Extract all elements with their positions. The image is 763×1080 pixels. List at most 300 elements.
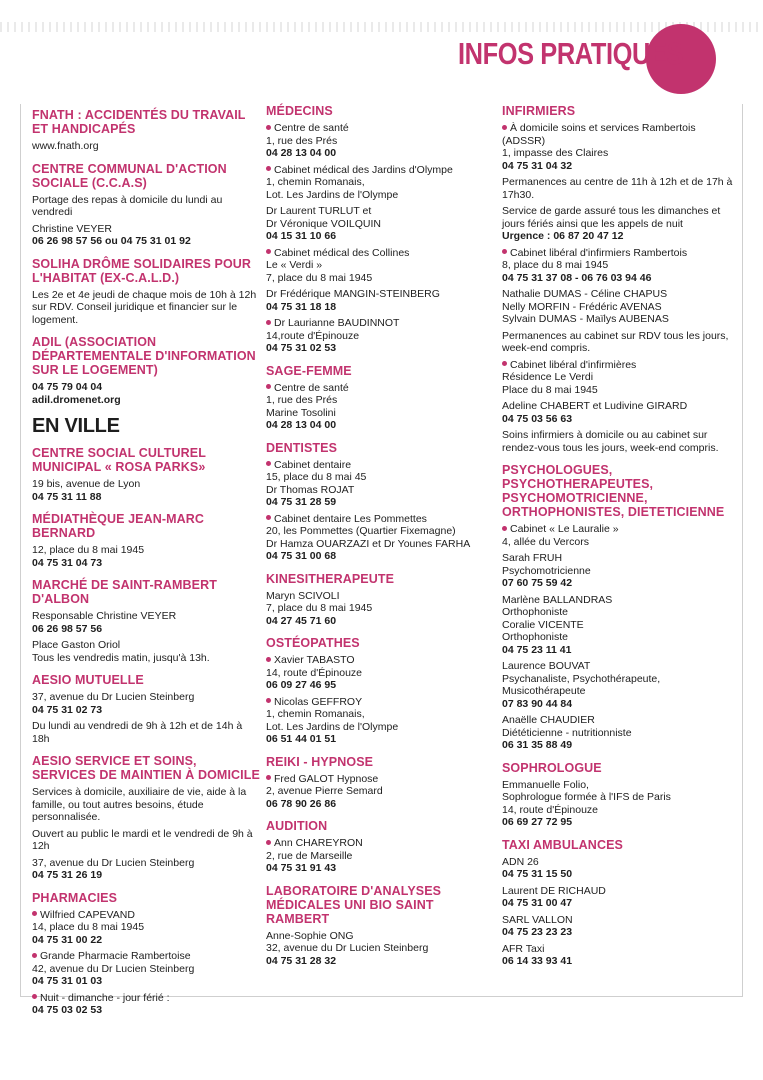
- section-heading: FNATH : ACCIDENTÉS DU TRAVAIL ET HANDICAPÉS: [32, 108, 246, 136]
- entry-line: [502, 791, 736, 804]
- entry-text: Les 2e et 4e jeudi de chaque mois de 10h à 12h sur RDV. Conseil juridique et financier sur le logement.: [32, 288, 257, 326]
- phone-number: 06 69 27 72 95: [502, 816, 573, 828]
- entry-block: [266, 164, 494, 202]
- entry-block: [32, 610, 260, 635]
- section-heading: AESIO MUTUELLE: [32, 673, 144, 687]
- entry-text: Cabinet médical des Collines: [274, 246, 410, 259]
- entry-text: Nicolas GEFFROY: [274, 695, 363, 708]
- entry-line: [502, 856, 736, 869]
- entry-text: Ouvert au public le mardi et le vendredi de 9h à 12h: [32, 827, 253, 852]
- entry-block: [502, 914, 736, 939]
- section: [266, 104, 494, 355]
- entry-line: [502, 885, 736, 898]
- bullet-dot-icon: [266, 461, 271, 466]
- entry-text: Orthophoniste: [502, 631, 568, 643]
- entry-block: [266, 590, 494, 628]
- phone-number: 04 75 31 00 47: [502, 897, 573, 909]
- entry-text: Responsable Christine VEYER: [32, 610, 177, 622]
- phone-number: 04 75 31 00 22: [32, 933, 103, 946]
- entry-line: [32, 720, 260, 745]
- entry-block: [32, 720, 260, 745]
- entry-text: ADN 26: [502, 855, 539, 868]
- entry-block: [502, 523, 736, 548]
- entry-block: [32, 194, 260, 219]
- entry-text: Marine Tosolini: [266, 406, 336, 419]
- entry-text: Résidence Le Verdi: [502, 371, 594, 383]
- entry-line: [502, 384, 736, 397]
- entry-line: [266, 930, 494, 943]
- entry-text: Wilfried CAPEVAND: [40, 908, 135, 921]
- section-heading: PSYCHOLOGUES, PSYCHOTHERAPEUTES, PSYCHOMOTRICIENNE, ORTHOPHONISTES, DIETETICIENNE: [502, 463, 725, 519]
- entry-line: [266, 850, 494, 863]
- entry-block: [502, 400, 736, 425]
- entry-block: [502, 205, 736, 243]
- entry-line: [32, 194, 260, 219]
- bullet-dot-icon: [266, 698, 271, 703]
- entry-block: [502, 714, 736, 752]
- entry-block: [32, 909, 260, 947]
- section: [32, 335, 260, 406]
- phone-number: 06 31 35 88 49: [502, 739, 573, 751]
- phone-number: 06 51 44 01 51: [266, 733, 337, 745]
- section-heading: REIKI - HYPNOSE: [266, 754, 374, 769]
- entry-line: [32, 992, 260, 1005]
- entry-line: [502, 536, 736, 549]
- entry-line: [266, 317, 494, 330]
- entry-text: 42, avenue du Dr Lucien Steinberg: [32, 962, 195, 975]
- entry-text: Permanences au centre de 11h à 12h et de 17h à 17h30.: [502, 176, 733, 201]
- entry-line: [502, 594, 736, 607]
- entry-block: [502, 176, 736, 201]
- section-heading: CENTRE SOCIAL CULTUREL MUNICIPAL « ROSA PARKS»: [32, 446, 206, 474]
- entry-line: [32, 289, 260, 327]
- entry-text: 1, rue des Prés: [266, 394, 338, 406]
- entry-block: [32, 478, 260, 503]
- entry-text: Sophrologue formée à l'IFS de Paris: [502, 791, 671, 803]
- entry-line: [502, 523, 736, 536]
- entry-line: [32, 652, 260, 665]
- website-link: adil.dromenet.org: [32, 393, 121, 406]
- section-heading: INFIRMIERS: [502, 104, 576, 118]
- section-heading: OSTÉOPATHES: [266, 636, 360, 650]
- bullet-dot-icon: [502, 249, 507, 254]
- phone-number: 04 75 31 04 73: [32, 556, 103, 569]
- entry-line: [502, 552, 736, 565]
- bullet-dot-icon: [266, 166, 271, 171]
- section-heading: AESIO SERVICE ET SOINS, SERVICES DE MAINTIEN À DOMICILE: [32, 754, 260, 782]
- entry-line: [266, 288, 494, 301]
- bullet-dot-icon: [32, 994, 37, 999]
- bullet-dot-icon: [502, 361, 507, 366]
- entry-line: [266, 122, 494, 135]
- en-ville-heading: EN VILLE: [32, 415, 120, 437]
- bullet-dot-icon: [502, 526, 507, 531]
- entry-block: [266, 654, 494, 692]
- entry-text: Lot. Les Jardins de l'Olympe: [266, 188, 399, 201]
- entry-line: [502, 804, 736, 817]
- entry-line: [502, 914, 736, 927]
- entry-line: [266, 785, 494, 798]
- entry-text: Dr Laurent TURLUT et: [266, 205, 372, 217]
- entry-text: 14, route d'Épinouze: [266, 666, 362, 679]
- bullet-dot-icon: [266, 384, 271, 389]
- entry-block: [32, 544, 260, 569]
- entry-text: Lot. Les Jardins de l'Olympe: [266, 720, 399, 733]
- entry-text: Dr Laurianne BAUDINNOT: [274, 317, 400, 329]
- section: [502, 104, 736, 454]
- entry-line: [266, 942, 494, 955]
- entry-line: [502, 565, 736, 578]
- section-heading: PHARMACIES: [32, 890, 118, 905]
- section: [266, 441, 494, 563]
- entry-block: [266, 459, 494, 509]
- phone-number: 04 75 03 56 63: [502, 412, 573, 425]
- bullet-dot-icon: [266, 515, 271, 520]
- section: [266, 819, 494, 875]
- section: [502, 761, 736, 829]
- phone-number: 04 75 79 04 04: [32, 381, 103, 393]
- entry-block: [502, 288, 736, 326]
- entry-line: [502, 429, 736, 454]
- entry-text: Psychomotricienne: [502, 564, 591, 577]
- entry-block: [266, 837, 494, 875]
- entry-line: [502, 727, 736, 740]
- entry-line: [502, 259, 736, 272]
- entry-line: [266, 394, 494, 407]
- phone-number: 04 27 45 71 60: [266, 614, 337, 627]
- entry-line: [502, 330, 736, 355]
- section: [32, 162, 260, 248]
- entry-line: [502, 779, 736, 792]
- entry-line: [266, 407, 494, 420]
- entry-block: [266, 247, 494, 285]
- column-1: [32, 108, 260, 1026]
- entry-line: [266, 471, 494, 484]
- entry-block: [266, 317, 494, 355]
- section: [502, 838, 736, 968]
- entry-text: Sylvain DUMAS - Maïlys AUBENAS: [502, 313, 669, 325]
- entry-line: [266, 330, 494, 343]
- phone-number: 04 75 31 18 18: [266, 300, 337, 313]
- entry-text: 4, allée du Vercors: [502, 535, 589, 548]
- entry-block: [32, 691, 260, 716]
- entry-text: Tous les vendredis matin, jusqu'à 13h.: [32, 651, 210, 664]
- phone-number: 06 26 98 57 56 ou 04 75 31 01 92: [32, 235, 191, 247]
- entry-text: Laurent DE RICHAUD: [502, 884, 606, 897]
- entry-text: Place Gaston Oriol: [32, 639, 121, 651]
- entry-text: Dr Hamza OUARZAZI et Dr Younes FARHA: [266, 537, 471, 550]
- section-heading: SAGE-FEMME: [266, 363, 352, 378]
- entry-text: Dr Thomas ROJAT: [266, 483, 355, 496]
- section: [32, 108, 260, 153]
- entry-block: [502, 779, 736, 829]
- phone-number: 04 75 23 23 23: [502, 926, 573, 938]
- entry-line: [266, 164, 494, 177]
- entry-text: Cabinet libéral d'infirmiers Rambertois: [510, 246, 688, 259]
- phone-number: 04 75 31 91 43: [266, 862, 337, 874]
- bullet-dot-icon: [266, 320, 271, 325]
- phone-number: 04 28 13 04 00: [266, 147, 337, 159]
- entry-text: Nathalie DUMAS - Céline CHAPUS: [502, 288, 668, 300]
- entry-block: [32, 786, 260, 824]
- entry-line: [32, 223, 260, 236]
- entry-text: 19 bis, avenue de Lyon: [32, 478, 141, 490]
- entry-line: [266, 602, 494, 615]
- entry-line: [502, 205, 736, 230]
- entry-text: Centre de santé: [274, 381, 349, 394]
- entry-line: [32, 828, 260, 853]
- entry-text: Cabinet « Le Lauralie »: [510, 523, 619, 535]
- entry-text: Dr Frédérique MANGIN-STEINBERG: [266, 288, 440, 300]
- entry-line: [502, 619, 736, 632]
- section-heading: TAXI AMBULANCES: [502, 837, 623, 852]
- section-heading: MARCHÉ DE SAINT-RAMBERT D'ALBON: [32, 578, 217, 606]
- phone-number: 04 75 31 01 03: [32, 975, 103, 987]
- entry-block: [32, 140, 260, 153]
- entry-block: [32, 381, 260, 406]
- section: [32, 754, 260, 882]
- entry-line: [32, 544, 260, 557]
- entry-text: 14, place du 8 mai 1945: [32, 921, 145, 933]
- entry-text: Sarah FRUH: [502, 552, 563, 564]
- entry-text: www.fnath.org: [32, 140, 99, 152]
- phone-number: 07 60 75 59 42: [502, 577, 573, 589]
- entry-line: [266, 272, 494, 285]
- bullet-dot-icon: [266, 840, 271, 845]
- entry-line: [32, 478, 260, 491]
- entry-text: Cabinet dentaire Les Pommettes: [274, 512, 427, 525]
- entry-block: [266, 122, 494, 160]
- entry-line: [502, 400, 736, 413]
- entry-text: Soins infirmiers à domicile ou au cabinet sur rendez-vous tous les jours, week-end compris.: [502, 429, 719, 454]
- entry-line: [32, 909, 260, 922]
- entry-text: 2, rue de Marseille: [266, 849, 353, 862]
- section-heading: DENTISTES: [266, 440, 338, 455]
- entry-block: [502, 943, 736, 968]
- entry-block: [32, 992, 260, 1017]
- entry-text: Services à domicile, auxiliaire de vie, aide à la famille, ou tout autres besoins, étude personnalisée.: [32, 786, 247, 823]
- entry-line: [266, 218, 494, 231]
- entry-text: Permanences au cabinet sur RDV tous les jours, week-end compris.: [502, 329, 729, 354]
- entry-text: Musicothérapeute: [502, 685, 586, 697]
- entry-line: [32, 950, 260, 963]
- entry-line: [502, 147, 736, 160]
- entry-line: [502, 371, 736, 384]
- entry-text: 12, place du 8 mai 1945: [32, 544, 145, 556]
- section: [32, 257, 260, 327]
- entry-text: Laurence BOUVAT: [502, 660, 591, 672]
- entry-line: [502, 714, 736, 727]
- entry-line: [502, 176, 736, 201]
- entry-line: [502, 301, 736, 314]
- entry-text: Ann CHAREYRON: [274, 837, 363, 849]
- phone-number: 04 75 31 28 32: [266, 954, 337, 967]
- phone-number: 04 75 31 02 53: [266, 342, 337, 354]
- entry-text: Cabinet libéral d'infirmières: [510, 358, 637, 371]
- entry-line: [502, 606, 736, 619]
- entry-text: SARL VALLON: [502, 913, 573, 926]
- entry-line: [266, 667, 494, 680]
- section: [32, 512, 260, 569]
- entry-line: [266, 247, 494, 260]
- phone-number: 04 75 31 26 19: [32, 869, 103, 881]
- entry-block: [32, 950, 260, 988]
- entry-text: Cabinet médical des Jardins d'Olympe: [274, 163, 453, 176]
- bullet-dot-icon: [32, 953, 37, 958]
- section: [32, 673, 260, 745]
- entry-block: [32, 857, 260, 882]
- phone-number: Urgence : 06 87 20 47 12: [502, 230, 624, 242]
- section-heading: MÉDECINS: [266, 104, 333, 118]
- phone-number: 04 75 31 15 50: [502, 868, 573, 880]
- entry-text: Coralie VICENTE: [502, 618, 584, 631]
- section-heading: SOLIHA DRÔME SOLIDAIRES POUR L'HABITAT (EX-C.A.L.D.): [32, 256, 252, 285]
- entry-block: [32, 289, 260, 327]
- section-heading: LABORATOIRE D'ANALYSES MÉDICALES UNI BIO SAINT RAMBERT: [266, 883, 442, 926]
- entry-text: 14,route d'Épinouze: [266, 329, 360, 342]
- entry-block: [502, 429, 736, 454]
- entry-block: [266, 696, 494, 746]
- section: [266, 364, 494, 432]
- entry-text: 1, rue des Prés: [266, 134, 338, 147]
- phone-number: 04 75 23 11 41: [502, 643, 572, 656]
- phone-number: 04 75 31 28 59: [266, 496, 337, 508]
- entry-line: [266, 176, 494, 189]
- scan-noise: [0, 22, 763, 32]
- entry-line: [502, 288, 736, 301]
- entry-text: 1, chemin Romanais,: [266, 708, 365, 720]
- entry-line: [32, 610, 260, 623]
- entry-text: Xavier TABASTO: [274, 654, 355, 666]
- entry-text: Orthophoniste: [502, 606, 568, 618]
- entry-block: [502, 885, 736, 910]
- section: [32, 891, 260, 1017]
- entry-text: Anne-Sophie ONG: [266, 929, 354, 942]
- entry-text: 15, place du 8 mai 45: [266, 471, 367, 483]
- section: [32, 446, 260, 503]
- entry-line: [266, 773, 494, 786]
- entry-line: [502, 631, 736, 644]
- phone-number: 06 14 33 93 41: [502, 955, 573, 967]
- entry-text: Psychanaliste, Psychothérapeute,: [502, 672, 661, 685]
- column-3: [502, 104, 736, 977]
- entry-block: [502, 330, 736, 355]
- entry-text: Fred GALOT Hypnose: [274, 772, 379, 785]
- entry-text: À domicile soins et services Rambertois (ADSSR): [502, 122, 696, 147]
- entry-text: Anaëlle CHAUDIER: [502, 714, 595, 726]
- entry-text: Portage des repas à domicile du lundi au vendredi: [32, 193, 223, 218]
- entry-line: [32, 963, 260, 976]
- entry-text: Christine VEYER: [32, 222, 112, 235]
- entry-line: [502, 943, 736, 956]
- bullet-dot-icon: [266, 775, 271, 780]
- entry-line: [502, 122, 736, 147]
- entry-line: [32, 639, 260, 652]
- entry-block: [266, 205, 494, 243]
- phone-number: 06 78 90 26 86: [266, 797, 337, 810]
- entry-line: [266, 513, 494, 526]
- entry-line: [266, 459, 494, 472]
- entry-line: [32, 857, 260, 870]
- phone-number: 06 09 27 46 95: [266, 679, 337, 691]
- entry-text: Nelly MORFIN - Frédéric AVENAS: [502, 300, 662, 313]
- entry-text: 1, chemin Romanais,: [266, 176, 365, 188]
- entry-text: 2, avenue Pierre Semard: [266, 785, 383, 797]
- phone-number: 04 75 31 00 68: [266, 550, 337, 562]
- bullet-dot-icon: [266, 125, 271, 130]
- phone-number: 04 28 13 04 00: [266, 419, 337, 431]
- left-margin-rule: [20, 104, 21, 996]
- bullet-dot-icon: [502, 125, 507, 130]
- entry-text: 7, place du 8 mai 1945: [266, 602, 373, 614]
- entry-text: 20, les Pommettes (Quartier Fixemagne): [266, 525, 456, 537]
- entry-text: Grande Pharmacie Rambertoise: [40, 950, 191, 962]
- entry-line: [266, 205, 494, 218]
- entry-text: Emmanuelle Folio,: [502, 778, 589, 791]
- entry-line: [266, 259, 494, 272]
- section-heading: AUDITION: [266, 819, 328, 833]
- entry-block: [502, 594, 736, 657]
- entry-text: 7, place du 8 mai 1945: [266, 271, 373, 284]
- bullet-dot-icon: [32, 911, 37, 916]
- phone-number: 04 75 31 37 08 - 06 76 03 94 46: [502, 271, 652, 284]
- section-heading: CENTRE COMMUNAL D'ACTION SOCIALE (C.C.A.S): [32, 161, 227, 190]
- entry-line: [266, 837, 494, 850]
- entry-line: [32, 691, 260, 704]
- entry-block: [502, 247, 736, 285]
- entry-text: 14, route d'Épinouze: [502, 803, 598, 816]
- entry-block: [266, 513, 494, 563]
- entry-line: [32, 140, 260, 153]
- entry-text: 37, avenue du Dr Lucien Steinberg: [32, 691, 195, 703]
- entry-text: Centre de santé: [274, 122, 349, 134]
- entry-text: 1, impasse des Claires: [502, 147, 609, 159]
- phone-number: 06 26 98 57 56: [32, 622, 103, 635]
- entry-line: [502, 685, 736, 698]
- phone-number: 04 75 31 02 73: [32, 703, 103, 716]
- entry-line: [266, 189, 494, 202]
- entry-text: Marlène BALLANDRAS: [502, 593, 613, 606]
- phone-number: 04 75 31 04 32: [502, 159, 573, 172]
- entry-text: Le « Verdi »: [266, 259, 323, 271]
- bullet-dot-icon: [266, 249, 271, 254]
- entry-block: [266, 930, 494, 968]
- entry-block: [502, 856, 736, 881]
- entry-text: 8, place du 8 mai 1945: [502, 259, 609, 271]
- entry-line: [32, 786, 260, 824]
- entry-line: [502, 660, 736, 673]
- entry-text: Diététicienne - nutritionniste: [502, 726, 632, 739]
- section-heading: ADIL (ASSOCIATION DÉPARTEMENTALE D'INFORMATION SUR LE LOGEMENT): [32, 335, 256, 377]
- entry-text: Cabinet dentaire: [274, 458, 352, 471]
- section: [32, 578, 260, 664]
- section: [266, 636, 494, 746]
- entry-line: [502, 673, 736, 686]
- entry-block: [32, 639, 260, 664]
- entry-text: Service de garde assuré tous les dimanches et jours fériés ainsi que les appels de nuit: [502, 205, 721, 230]
- section: [266, 572, 494, 628]
- entry-line: [266, 382, 494, 395]
- entry-line: [266, 708, 494, 721]
- section: [266, 755, 494, 811]
- entry-text: Adeline CHABERT et Ludivine GIRARD: [502, 400, 688, 412]
- right-margin-rule: [742, 104, 743, 996]
- entry-block: [266, 288, 494, 313]
- entry-text: Du lundi au vendredi de 9h à 12h et de 14h à 18h: [32, 720, 243, 745]
- entry-block: [266, 773, 494, 811]
- section: [502, 463, 736, 752]
- entry-block: [502, 359, 736, 397]
